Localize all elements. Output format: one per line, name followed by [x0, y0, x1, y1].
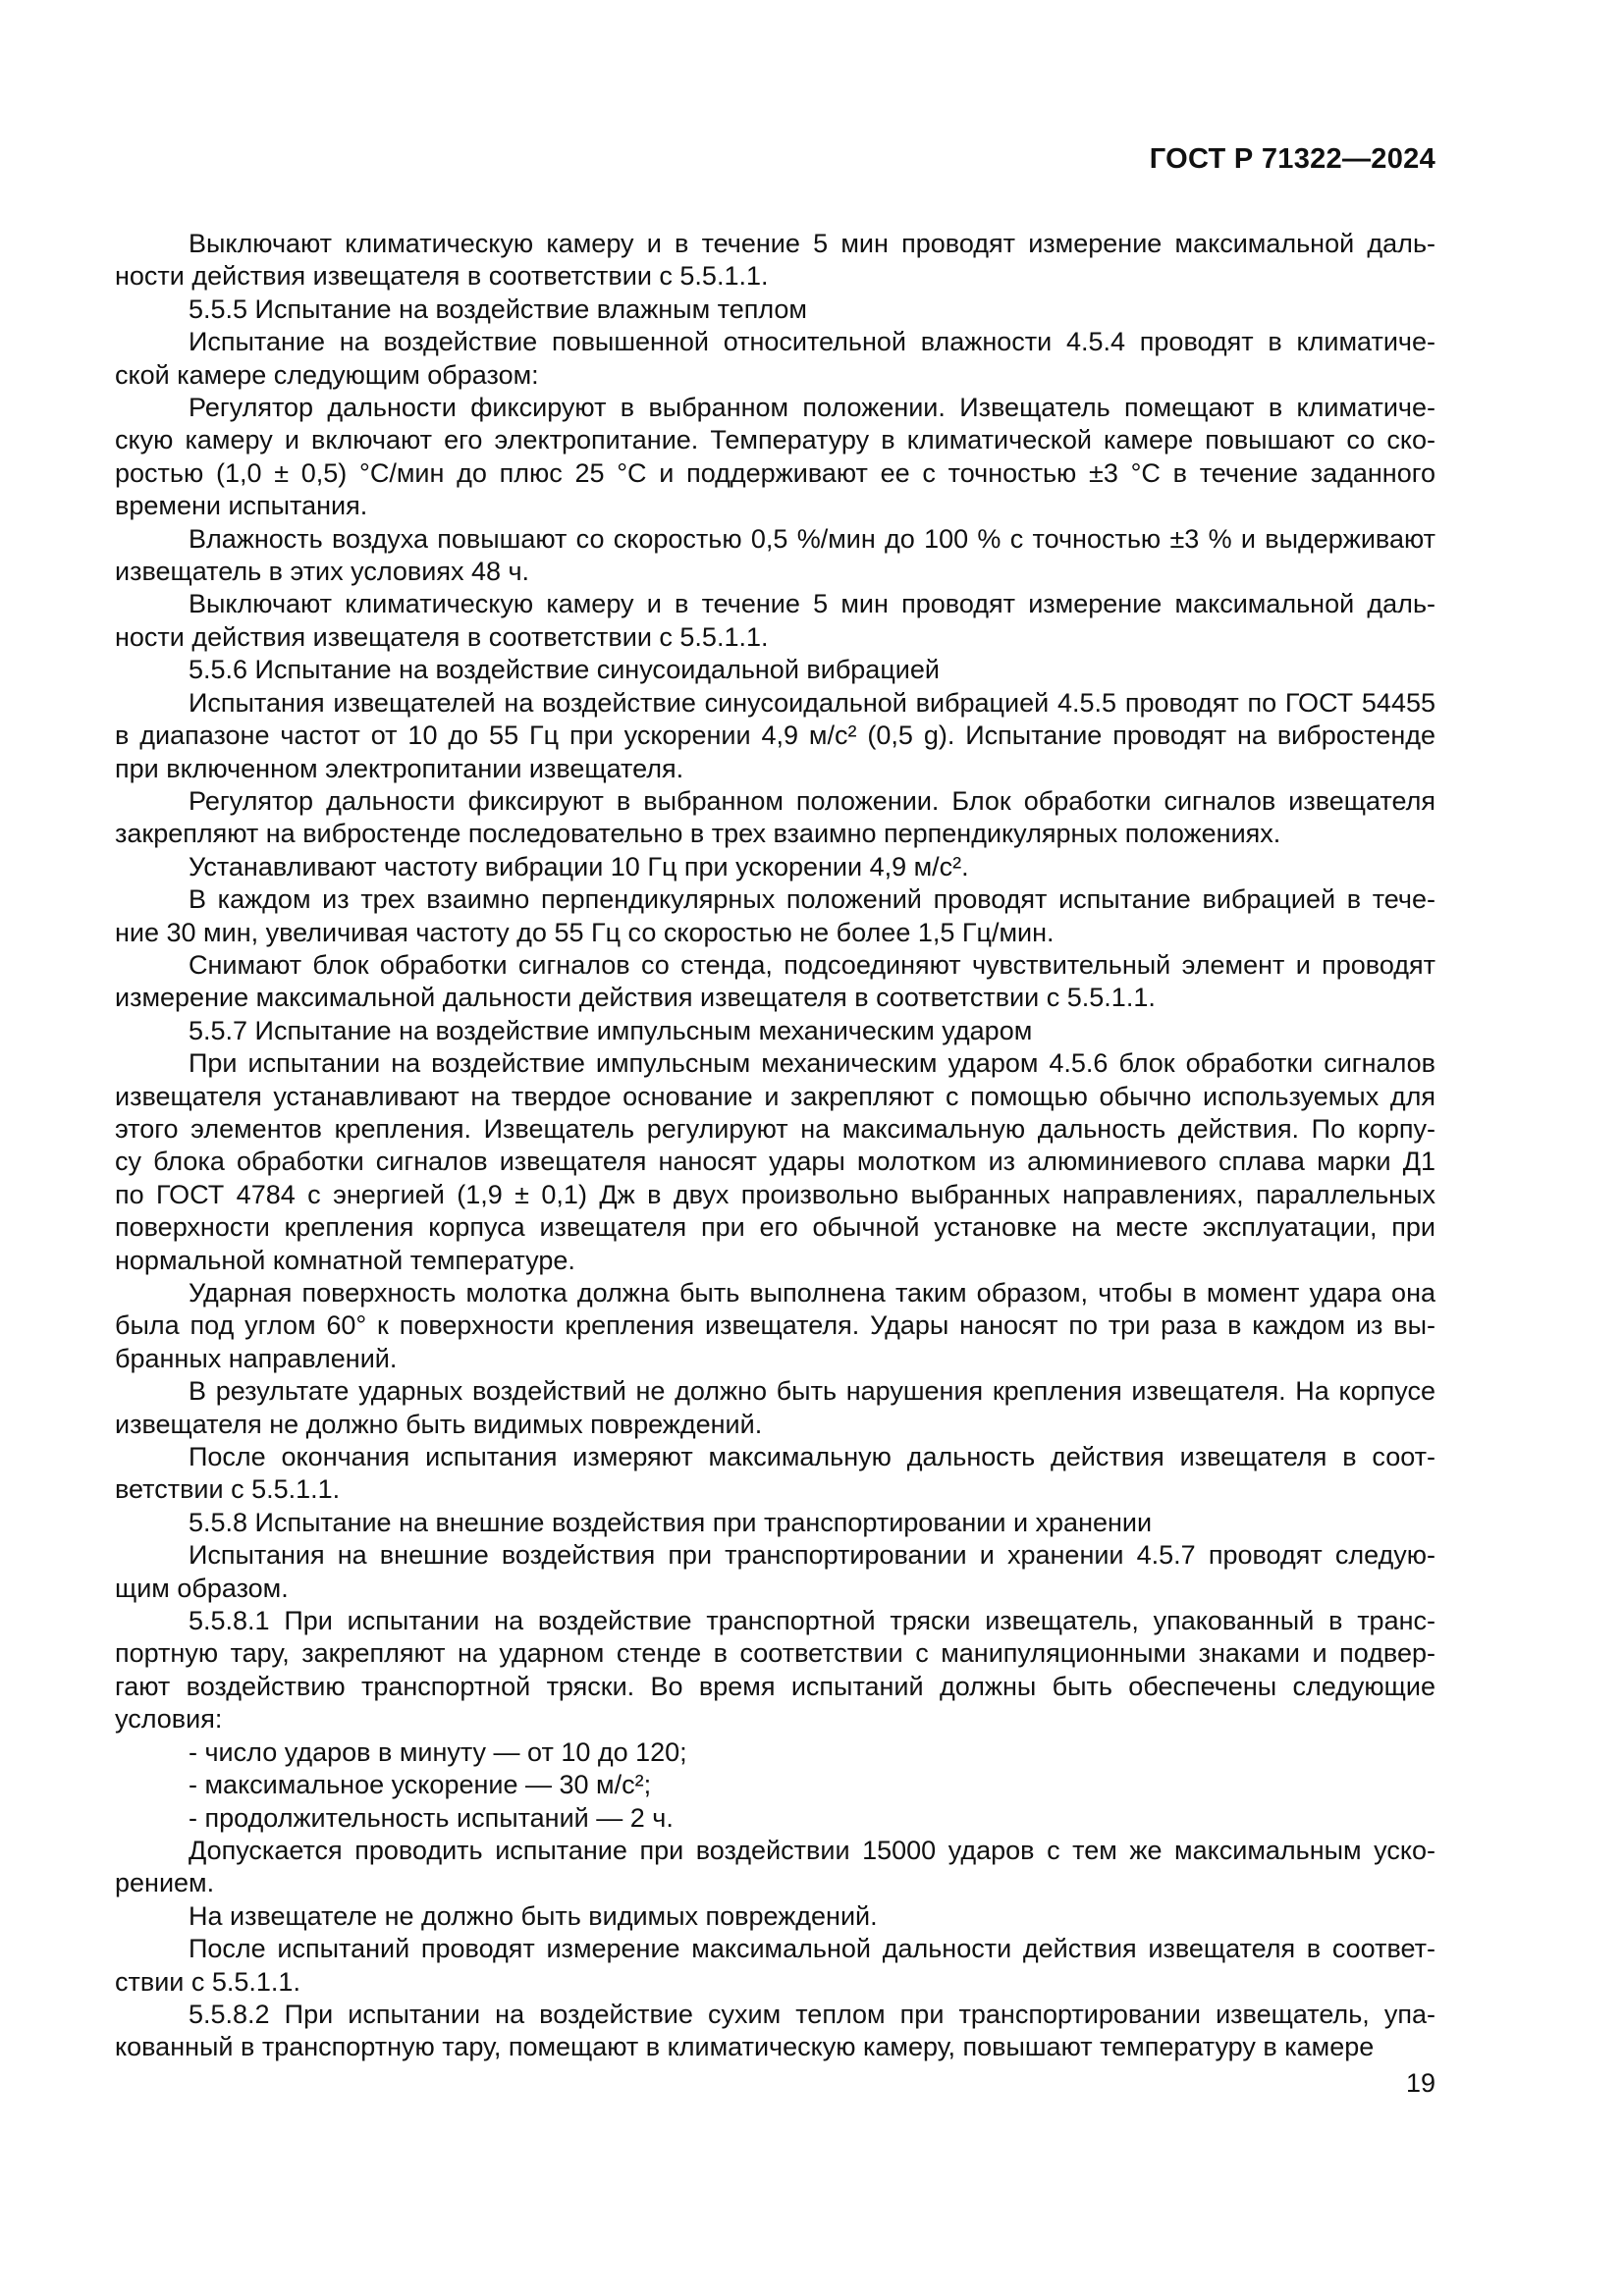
- paragraph: [115, 1900, 1435, 1933]
- paragraph: [115, 785, 1435, 851]
- paragraph: [115, 1047, 1435, 1277]
- paragraph: [115, 1605, 1435, 1736]
- text-line: 5.5.8.2 При испытании на воздействие сухим теплом при транспортировании извещатель, упа-: [189, 1999, 1435, 2029]
- text-line: На извещателе не должно быть видимых повреждений.: [189, 1900, 878, 1931]
- text-line: бранных направлений.: [115, 1343, 398, 1373]
- page-number: 19: [1405, 2068, 1435, 2098]
- text-line: 5.5.8.1 При испытании на воздействие транспортной тряски извещатель, упакованный в транс-: [189, 1606, 1435, 1636]
- text-line: После испытаний проводят измерение максимальной дальности действия извещателя в соответ-: [189, 1934, 1435, 1964]
- paragraph: [115, 1441, 1435, 1507]
- text-line: ствии с 5.5.1.1.: [115, 1966, 300, 1997]
- text-line: скую камеру и включают его электропитание. Температуру в климатической камере повышают со ско-: [115, 425, 1435, 455]
- text-line: извещателя устанавливают на твердое основание и закрепляют с помощью обычно используемых для: [115, 1081, 1435, 1111]
- text-line: Выключают климатическую камеру и в течение 5 мин проводят измерение максимальной даль-: [189, 229, 1435, 258]
- text-line: ской камере следующим образом:: [115, 359, 539, 390]
- text-line: поверхности крепления корпуса извещателя при его обычной установке на месте эксплуатации, при: [115, 1212, 1435, 1243]
- text-line: 5.5.6 Испытание на воздействие синусоидальной вибрацией: [189, 655, 940, 685]
- paragraph: [115, 1539, 1435, 1605]
- text-line: Устанавливают частоту вибрации 10 Гц при ускорении 4,9 м/с².: [189, 851, 969, 881]
- text-line: В результате ударных воздействий не должно быть нарушения крепления извещателя. На корпусе: [189, 1376, 1435, 1407]
- text-line: в диапазоне частот от 10 до 55 Гц при ускорении 4,9 м/с² (0,5 g). Испытание проводят на вибростенде: [115, 721, 1435, 751]
- text-line: су блока обработки сигналов извещателя наносят удары молотком из алюминиевого сплава марки Д1: [115, 1147, 1435, 1177]
- paragraph: [115, 1835, 1435, 1900]
- text-line: закрепляют на вибростенде последовательно в трех взаимно перпендикулярных положениях.: [115, 819, 1281, 849]
- paragraph: [115, 326, 1435, 392]
- section-heading: [115, 1015, 1435, 1047]
- section-heading: [115, 654, 1435, 686]
- text-line: ростью (1,0 ± 0,5) °С/мин до плюс 25 °С и поддерживают ее с точностью ±3 °С в течение заданного: [115, 457, 1435, 488]
- text-line: Испытания на внешние воздействия при транспортировании и хранении 4.5.7 проводят следую-: [189, 1540, 1435, 1571]
- text-line: измерение максимальной дальности действия извещателя в соответствии с 5.5.1.1.: [115, 983, 1156, 1013]
- text-line: Снимают блок обработки сигналов со стенда, подсоединяют чувствительный элемент и проводят: [189, 949, 1435, 980]
- paragraph: [115, 1375, 1435, 1441]
- paragraph: [115, 392, 1435, 523]
- text-line: Ударная поверхность молотка должна быть выполнена таким образом, чтобы в момент удара она: [189, 1278, 1435, 1308]
- text-line: ние 30 мин, увеличивая частоту до 55 Гц со скоростью не более 1,5 Гц/мин.: [115, 917, 1055, 947]
- text-line: портную тару, закрепляют на ударном стенде в соответствии с манипуляционными знаками и подвер-: [115, 1638, 1435, 1669]
- text-line: ности действия извещателя в соответствии с 5.5.1.1.: [115, 261, 769, 292]
- text-line: - число ударов в минуту — от 10 до 120;: [189, 1736, 687, 1767]
- text-line: этого элементов крепления. Извещатель регулируют на максимальную дальность действия. По корпу-: [115, 1113, 1435, 1144]
- paragraph: [115, 1999, 1435, 2064]
- text-line: условия:: [115, 1704, 223, 1735]
- paragraph: [115, 1769, 1435, 1801]
- text-line: Влажность воздуха повышают со скоростью 0,5 %/мин до 100 % с точностью ±3 % и выдерживают: [189, 523, 1435, 554]
- paragraph: [115, 883, 1435, 949]
- paragraph: [115, 851, 1435, 883]
- text-line: Регулятор дальности фиксируют в выбранном положении. Извещатель помещают в климатиче-: [189, 393, 1435, 423]
- text-line: - максимальное ускорение — 30 м/с²;: [189, 1770, 652, 1800]
- text-line: - продолжительность испытаний — 2 ч.: [189, 1802, 674, 1833]
- text-line: щим образом.: [115, 1573, 289, 1603]
- text-line: кованный в транспортную тару, помещают в климатическую камеру, повышают температуру в камере: [115, 2032, 1375, 2062]
- text-line: по ГОСТ 4784 с энергией (1,9 ± 0,1) Дж в двух произвольно выбранных направлениях, параллельных: [115, 1179, 1435, 1209]
- paragraph: [115, 687, 1435, 785]
- paragraph: [115, 1933, 1435, 1999]
- text-line: времени испытания.: [115, 491, 368, 521]
- text-line: Испытание на воздействие повышенной относительной влажности 4.5.4 проводят в климатиче-: [189, 327, 1435, 357]
- section-heading: [115, 1507, 1435, 1539]
- text-line: Допускается проводить испытание при воздействии 15000 ударов с тем же максимальным уско-: [189, 1835, 1435, 1865]
- text-line: рением.: [115, 1868, 215, 1898]
- text-line: После окончания испытания измеряют максимальную дальность действия извещателя в соот-: [189, 1442, 1435, 1472]
- text-line: ветствии с 5.5.1.1.: [115, 1474, 341, 1505]
- paragraph: [115, 588, 1435, 654]
- text-line: В каждом из трех взаимно перпендикулярных положений проводят испытание вибрацией в тече-: [189, 884, 1435, 915]
- text-line: Выключают климатическую камеру и в течение 5 мин проводят измерение максимальной даль-: [189, 589, 1435, 619]
- paragraph: [115, 1277, 1435, 1375]
- text-line: При испытании на воздействие импульсным механическим ударом 4.5.6 блок обработки сигналов: [189, 1048, 1435, 1079]
- text-line: Регулятор дальности фиксируют в выбранном положении. Блок обработки сигналов извещателя: [189, 785, 1435, 816]
- paragraph: [115, 523, 1435, 589]
- text-line: при включенном электропитании извещателя.: [115, 753, 684, 783]
- section-heading: [115, 294, 1435, 326]
- text-line: гают воздействию транспортной тряски. Во время испытаний должны быть обеспечены следующие: [115, 1671, 1435, 1701]
- text-line: Испытания извещателей на воздействие синусоидальной вибрацией 4.5.5 проводят по ГОСТ 54455: [189, 687, 1435, 718]
- paragraph: [115, 228, 1435, 294]
- text-line: извещатель в этих условиях 48 ч.: [115, 557, 530, 587]
- text-line: 5.5.5 Испытание на воздействие влажным теплом: [189, 294, 807, 324]
- paragraph: [115, 1736, 1435, 1769]
- text-line: извещателя не должно быть видимых повреждений.: [115, 1409, 763, 1439]
- text-line: была под углом 60° к поверхности крепления извещателя. Удары наносят по три раза в каждом из вы-: [115, 1310, 1435, 1341]
- document-body: [115, 228, 1435, 2064]
- text-line: 5.5.8 Испытание на внешние воздействия при транспортировании и хранении: [189, 1507, 1153, 1537]
- text-line: нормальной комнатной температуре.: [115, 1245, 575, 1275]
- text-line: 5.5.7 Испытание на воздействие импульсным механическим ударом: [189, 1015, 1033, 1045]
- paragraph: [115, 1802, 1435, 1835]
- paragraph: [115, 949, 1435, 1015]
- document-number: ГОСТ Р 71322—2024: [1149, 143, 1435, 175]
- text-line: ности действия извещателя в соответствии с 5.5.1.1.: [115, 621, 769, 652]
